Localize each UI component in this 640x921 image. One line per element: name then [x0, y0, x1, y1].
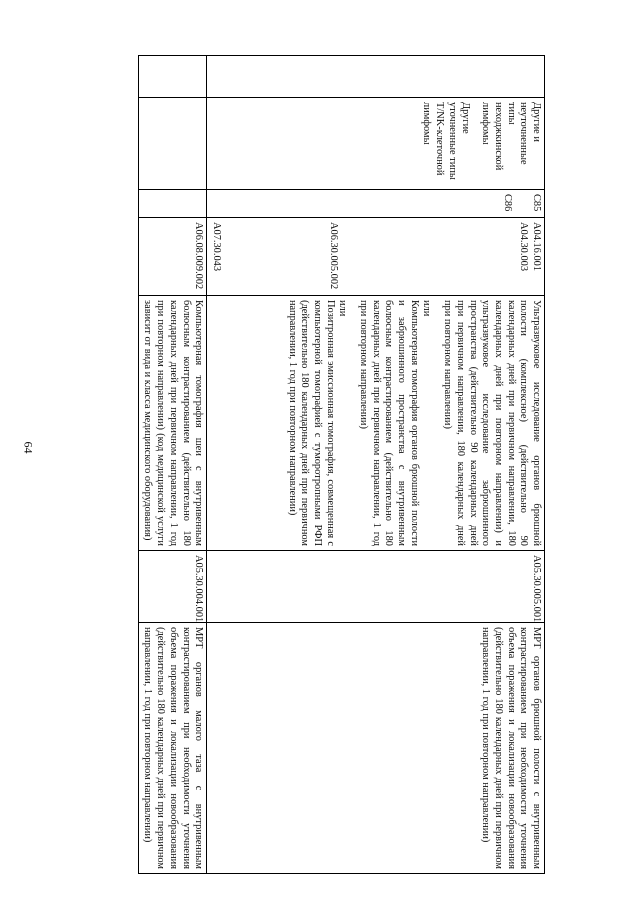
separator-text: или [337, 300, 349, 317]
service-description: Позитронная эмиссионная томография, совмещенная с компьютерной томографией с туморотропными РФП (действительно 180 календарных дней при первичном направлении, 1 год при повторном направлении) [286, 300, 336, 546]
service-descriptions-cell [207, 296, 545, 551]
service-description: Компьютерная томография шеи с внутривенным болюсным контрастированием (действительно 180 календарных дней при первичном направлении, 1 год при повторном направлении) (код медицинской услуги зависит от вида и класса медицинского оборудования) [138, 296, 206, 551]
empty-cell [138, 56, 206, 98]
services-table [138, 55, 545, 874]
service-code: A06.08.009.002 [138, 218, 206, 296]
service-code: A07.30.043 [210, 222, 222, 272]
alt-description-cell: МРТ органов малого таза с внутривенным контрастированием при необходимости уточнения объема поражения и локализации новообразования (действительно 180 календарных дней при первичном направлении, 1 год при повторном направлении) [138, 623, 206, 874]
alt-code-cell: A05.30.004.001 [138, 551, 206, 623]
page-number: 64 [21, 441, 36, 454]
service-code: A06.30.005.002 [327, 222, 339, 290]
table-row [207, 56, 545, 874]
diagnosis-code: C85 [531, 194, 542, 212]
diagnosis-names-cell [207, 98, 545, 190]
service-description: Ультразвуковое исследование органов брюшной полости (комплексное) (действительно 90 календарных дней при первичном направлении, 180 календарных дней при повторном направлении) и ультразвуковое исследование забрюшинного пространства (действительно 90 календарных дней при первичном направлении, 180 календарных дней при повторном направлении) [442, 300, 542, 546]
table-row [138, 56, 206, 874]
separator-text: или [421, 300, 433, 317]
diagnosis-name: Другие уточненные типы T/NK-клеточной лимфомы [421, 102, 471, 180]
service-codes-cell [207, 218, 545, 296]
alt-code-cell: A05.30.005.001 [207, 551, 545, 623]
diagnosis-codes-cell [207, 190, 545, 218]
empty-cell [138, 190, 206, 218]
alt-description-cell: МРТ органов брюшной полости с внутривенным контрастированием при необходимости уточнения объема поражения и локализации новообразования (действительно 180 календарных дней при первичном направлении, 1 год при повторном направлении) [207, 623, 545, 874]
diagnosis-code: C86 [502, 194, 514, 212]
rotated-table-container [75, 55, 545, 873]
empty-cell [138, 98, 206, 190]
service-code: A04.16.001 A04.30.003 [518, 222, 542, 272]
diagnosis-name: Другие и неуточненные типы неходжкинской лимфомы [480, 102, 542, 171]
empty-cell [207, 56, 545, 98]
service-description: Компьютерная томография органов брюшной полости и забрюшинного пространства с внутривенным болюсным контрастированием (действительно 180 календарных дней при первичном направлении, 1 год при повторном направлении) [358, 300, 420, 546]
